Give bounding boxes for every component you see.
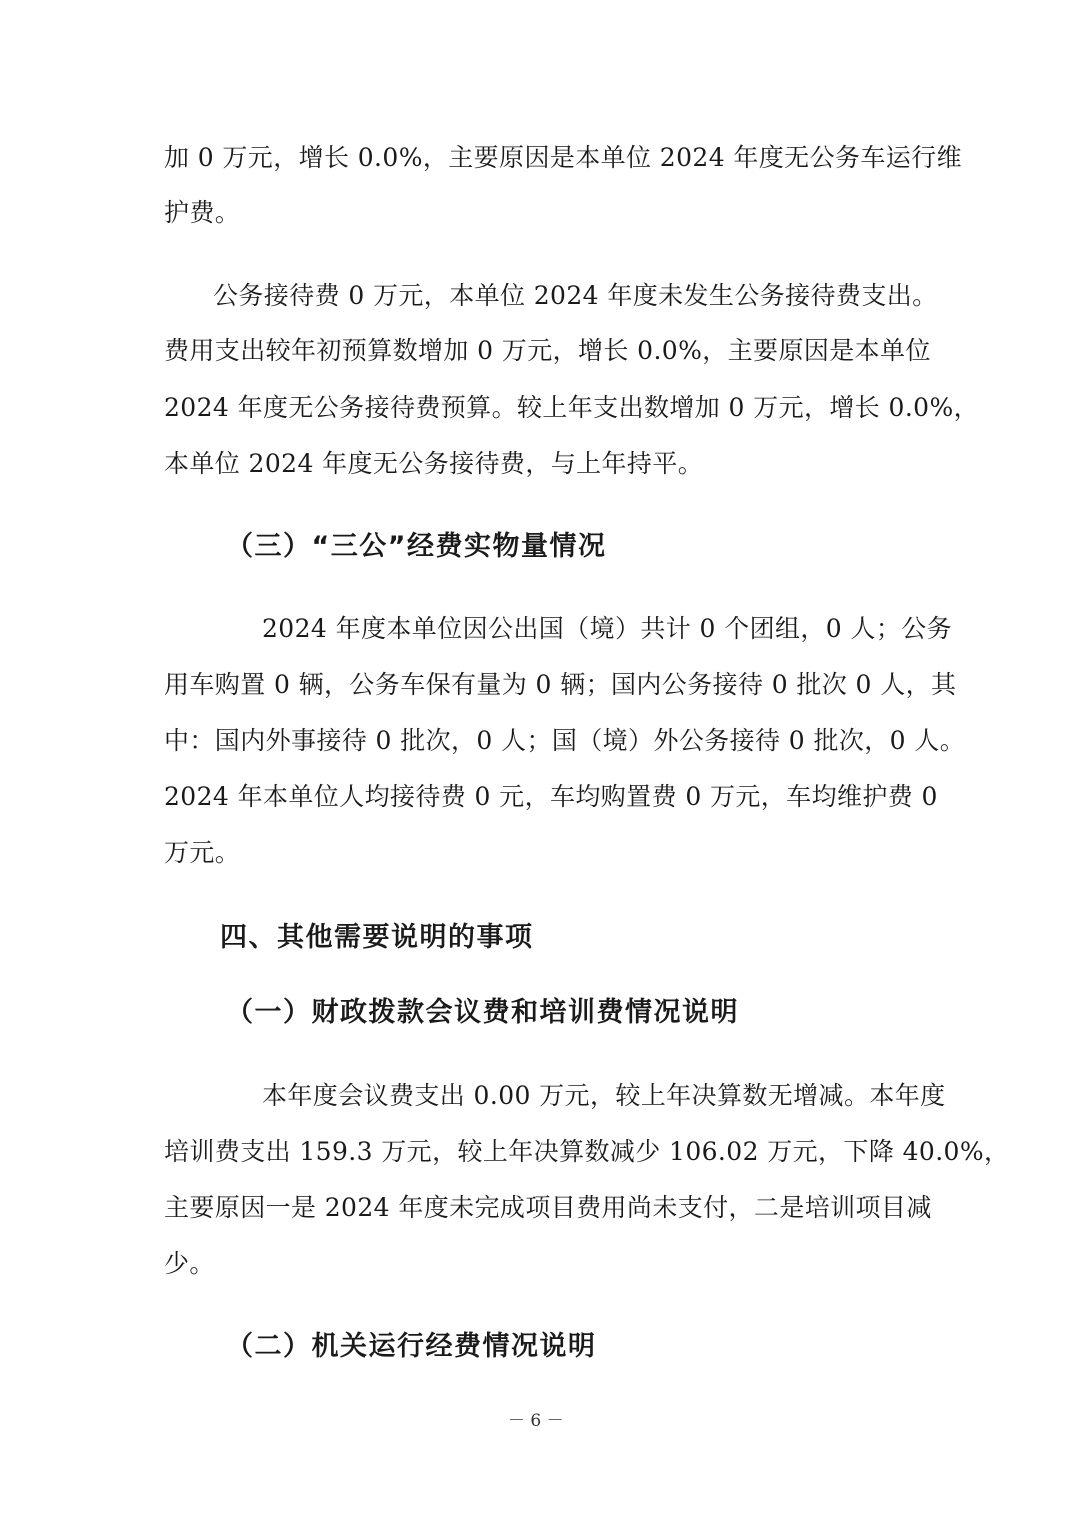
paragraph-line: 本单位 2024 年度无公务接待费，与上年持平。	[164, 449, 704, 478]
paragraph-line: 培训费支出 159.3 万元，较上年决算数减少 106.02 万元，下降 40.0%，	[164, 1137, 1010, 1166]
section-heading: （二）机关运行经费情况说明	[226, 1331, 597, 1362]
paragraph-line: 2024 年度无公务接待费预算。较上年支出数增加 0 万元，增长 0.0%，	[164, 393, 980, 422]
paragraph-line: 护费。	[164, 198, 241, 227]
paragraph-line: 加 0 万元，增长 0.0%，主要原因是本单位 2024 年度无公务车运行维	[164, 143, 962, 172]
paragraph-line: 费用支出较年初预算数增加 0 万元，增长 0.0%，主要原因是本单位	[164, 336, 931, 365]
section-heading: （三）“三公”经费实物量情况	[226, 531, 607, 562]
paragraph-line: 公务接待费 0 万元，本单位 2024 年度未发生公务接待费支出。	[213, 281, 938, 310]
paragraph-line: 少。	[164, 1249, 215, 1278]
section-heading: 四、其他需要说明的事项	[220, 922, 534, 953]
paragraph-line: 用车购置 0 辆，公务车保有量为 0 辆；国内公务接待 0 批次 0 人，其	[164, 670, 957, 699]
paragraph-line: 万元。	[164, 838, 241, 867]
page-number: － 6 －	[508, 1411, 564, 1431]
paragraph-line: 本年度会议费支出 0.00 万元，较上年决算数无增减。本年度	[262, 1081, 946, 1110]
paragraph-line: 主要原因一是 2024 年度未完成项目费用尚未支付，二是培训项目减	[164, 1193, 932, 1222]
paragraph-line: 2024 年度本单位因公出国（境）共计 0 个团组，0 人；公务	[262, 614, 953, 643]
section-heading: （一）财政拨款会议费和培训费情况说明	[226, 997, 739, 1028]
paragraph-line: 2024 年本单位人均接待费 0 元，车均购置费 0 万元，车均维护费 0	[164, 782, 938, 811]
paragraph-line: 中：国内外事接待 0 批次，0 人；国（境）外公务接待 0 批次，0 人。	[164, 726, 966, 755]
